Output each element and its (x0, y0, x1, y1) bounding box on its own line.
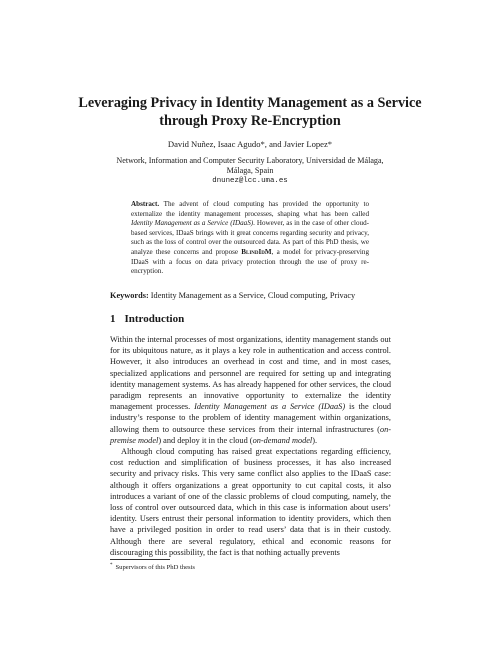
abstract-model-name: BlindIdM (241, 247, 272, 256)
intro-p1-text-c: ) and deploy it in the cloud ( (158, 435, 253, 445)
section-title: Introduction (124, 313, 185, 325)
abstract-idaas-term: Identity Management as a Service (IDaaS) (131, 219, 254, 228)
author-email: dnunez@lcc.uma.es (212, 177, 288, 186)
section-heading (110, 313, 184, 325)
keywords-text: Identity Management as a Service, Cloud computing, Privacy (148, 291, 356, 300)
intro-p1-text-d: ). (312, 435, 318, 445)
section-number: 1 (110, 313, 116, 325)
footnote-rule (110, 559, 170, 560)
intro-p1-text-a: Within the internal processes of most organizations, identity management stands out for its ubiquitous nature, as it plays a key role in authentication and access control. However, it also introduces an overhead in cost and time, and in most cases, specialized applications and personnel are required for setting up and integrating identity management systems. As has already happened for other services, the cloud paradigm represents an innovative opportunity to externalize the identity management processes. (110, 335, 391, 412)
authors: David Nuñez, Isaac Agudo*, and Javier Lopez* (167, 139, 333, 149)
intro-p1-text-b: is the cloud industry’s response to the problem of identity management within organizations, allowing them to outsource these services from their internal infrastructures ( (110, 402, 392, 434)
footnote (110, 563, 195, 571)
abstract (131, 200, 369, 277)
paper-title: Leveraging Privacy in Identity Management as a Service through Proxy Re-Encryption (78, 95, 422, 129)
intro-paragraph-1 (110, 334, 391, 446)
abstract-text-3: , a model for privacy-preserving IDaaS with a focus on data privacy protection through the use of proxy re-encryption. (131, 247, 369, 276)
keywords (110, 291, 410, 300)
affiliation-line-1: Network, Information and Computer Security Laboratory, Universidad de Málaga, (116, 156, 384, 165)
keywords-label: Keywords: (110, 291, 149, 300)
intro-paragraph-2: Although cloud computing has raised great expectations regarding efficiency, cost reduction and simplification of business processes, it has also increased security and privacy risks. This very same conflict also applies to the IDaaS case: although it offers organizations a great opportunity to cut capital costs, it also introduces a variant of one of the classic problems of cloud computing, namely, the loss of control over outsourced data, which in this case is information about users’ identity. Users entrust their personal information to identity providers, which then have a privileged position in order to read users’ data that is in their custody. Although there are several regulatory, ethical and economic reasons for discouraging this possibility, the fact is that nothing actually prevents (110, 447, 391, 557)
intro-p1-emphasis-on-premise: on-premise model (110, 424, 391, 445)
affiliation-line-2: Málaga, Spain (226, 166, 274, 176)
affiliation (0, 156, 500, 187)
footnote-mark: * (110, 563, 113, 568)
abstract-text-1: The advent of cloud computing has provided the opportunity to externalize the identity management processes, shaping what has been called (131, 200, 369, 218)
introduction-body (110, 334, 391, 558)
footnote-text: Supervisors of this PhD thesis (115, 564, 195, 572)
abstract-text-2: . However, as in the case of other cloud-based services, IDaaS brings with it great concerns regarding security and privacy, such as the loss of control over the outsourced data. As part of this PhD thesis, we analyze these concerns and propose (131, 219, 369, 256)
abstract-label: Abstract. (131, 200, 160, 208)
intro-p1-emphasis-on-demand: on-demand model (252, 435, 313, 445)
intro-p1-emphasis-idaas: Identity Management as a Service (IDaaS) (194, 402, 346, 412)
